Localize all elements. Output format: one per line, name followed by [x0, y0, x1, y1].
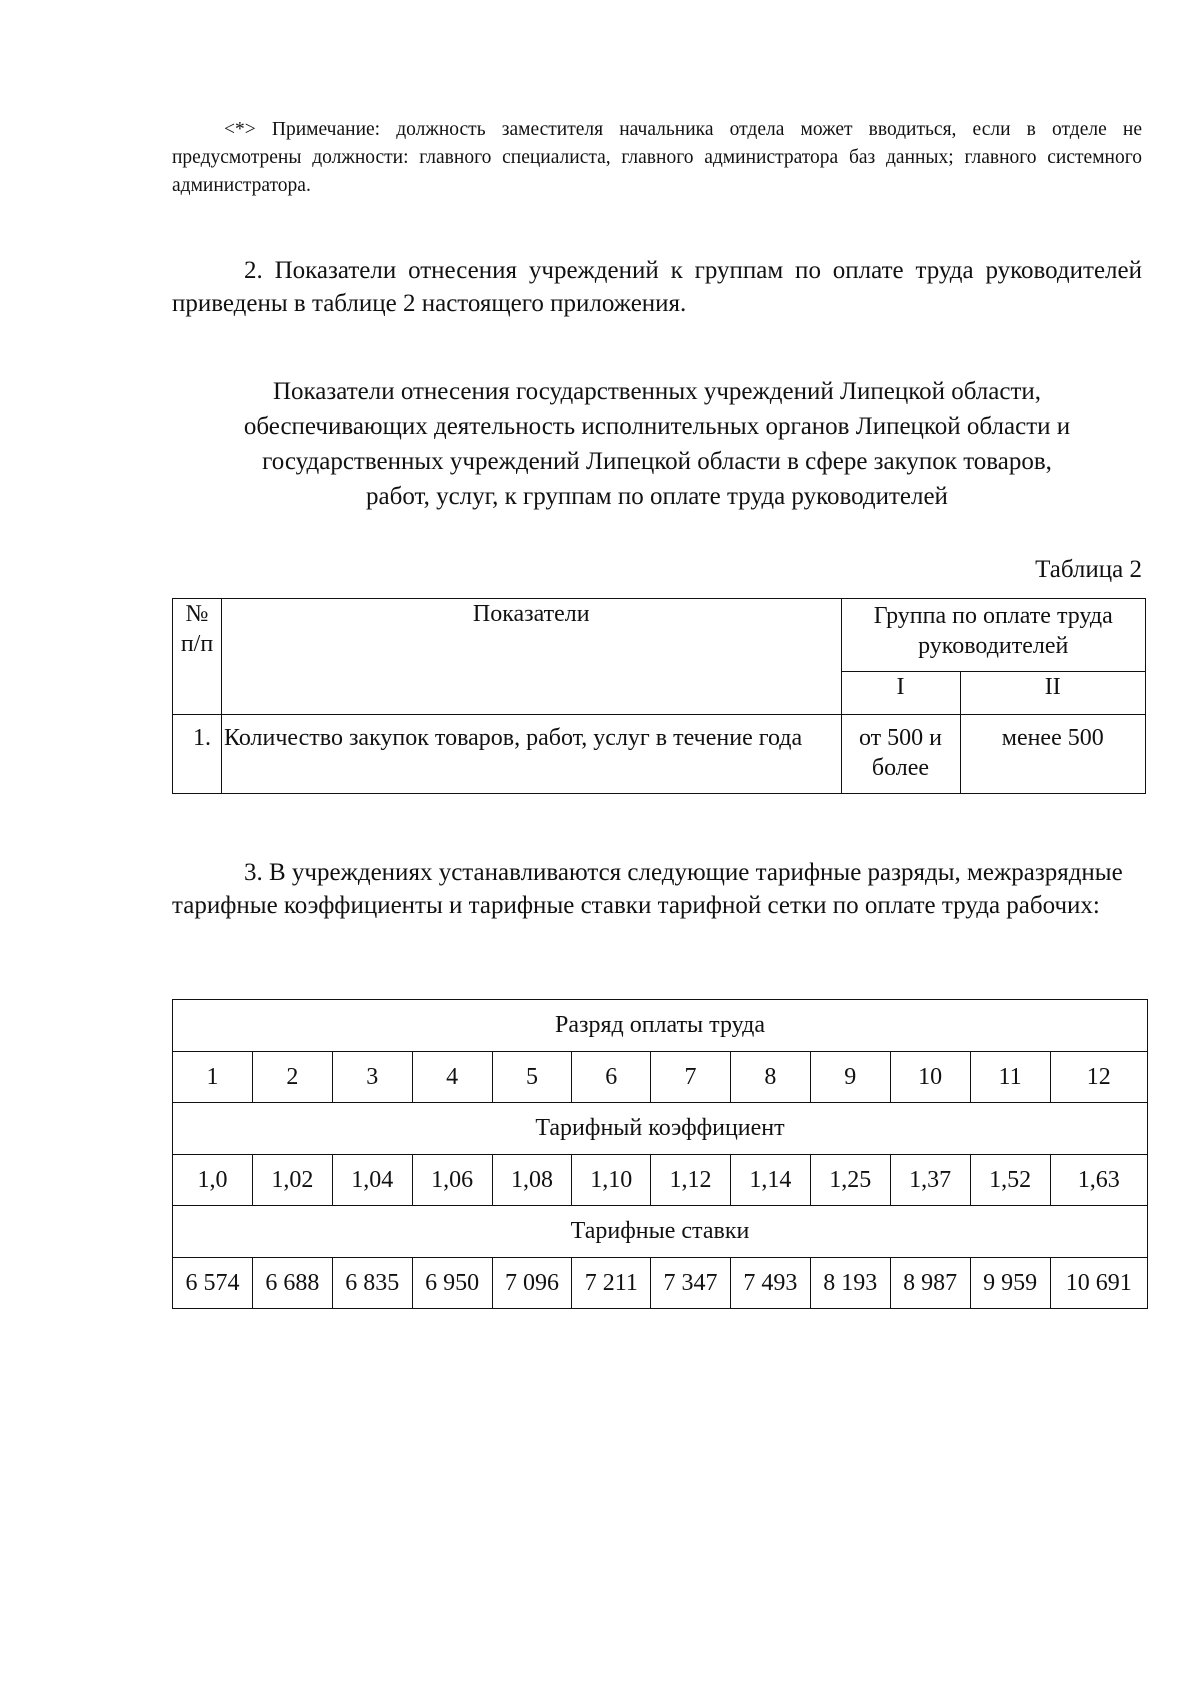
rate-cell: 8 987	[890, 1258, 970, 1309]
coefficient-cell: 1,02	[252, 1155, 332, 1206]
table-2	[172, 598, 1146, 794]
heading-line: обеспечивающих деятельность исполнительных органов Липецкой области и	[243, 413, 1071, 440]
rate-cell: 8 193	[810, 1258, 890, 1309]
grade-cell: 12	[1050, 1052, 1147, 1103]
grade-title: Разряд оплаты труда	[173, 1000, 1148, 1052]
grade-cell: 9	[810, 1052, 890, 1103]
row-group-II-value: менее 500	[960, 715, 1146, 794]
rate-cell: 7 211	[572, 1258, 651, 1309]
coefficient-cell: 1,14	[730, 1155, 810, 1206]
paragraph-3: 3. В учреждениях устанавливаются следующие тарифные разряды, межразрядные тарифные коэффициенты и тарифные ставки тарифной сетки по оплате труда рабочих:	[172, 859, 1123, 919]
grade-cell: 4	[412, 1052, 492, 1103]
heading-line: работ, услуг, к группам по оплате труда руководителей	[366, 483, 948, 510]
rate-cell: 6 950	[412, 1258, 492, 1309]
grade-cell: 5	[492, 1052, 572, 1103]
group-I-header: I	[841, 672, 960, 715]
rate-cell: 6 835	[332, 1258, 412, 1309]
grade-cell: 8	[730, 1052, 810, 1103]
rate-cell: 7 096	[492, 1258, 572, 1309]
coefficients-row	[173, 1155, 1148, 1206]
grade-cell: 6	[572, 1052, 651, 1103]
col-group-header: Группа по оплате труда руководителей	[841, 599, 1146, 672]
grade-cell: 3	[332, 1052, 412, 1103]
rate-cell: 10 691	[1050, 1258, 1147, 1309]
row-group-I-value: от 500 и более	[841, 715, 960, 794]
rate-cell: 7 347	[651, 1258, 731, 1309]
grade-cell: 1	[173, 1052, 253, 1103]
grade-cell: 11	[970, 1052, 1050, 1103]
grades-row	[173, 1052, 1148, 1103]
group-II-header: II	[960, 672, 1146, 715]
coefficient-cell: 1,06	[412, 1155, 492, 1206]
coefficient-cell: 1,52	[970, 1155, 1050, 1206]
table-heading	[172, 374, 1142, 514]
coefficient-cell: 1,0	[173, 1155, 253, 1206]
coefficient-cell: 1,37	[890, 1155, 970, 1206]
coefficient-cell: 1,08	[492, 1155, 572, 1206]
paragraph-2: 2. Показатели отнесения учреждений к группам по оплате труда руководителей приведены в таблице 2 настоящего приложения.	[172, 257, 1142, 317]
tariff-table	[172, 999, 1148, 1309]
footnote-text: <*> Примечание: должность заместителя начальника отдела может вводиться, если в отделе не предусмотрены должности: главного специалиста, главного администратора баз данных; главного системного администратора.	[172, 119, 1142, 196]
coefficient-cell: 1,04	[332, 1155, 412, 1206]
coefficient-cell: 1,63	[1050, 1155, 1147, 1206]
grade-cell: 7	[651, 1052, 731, 1103]
coefficient-cell: 1,10	[572, 1155, 651, 1206]
row-number: 1.	[173, 715, 222, 794]
col-number-header: № п/п	[173, 599, 222, 715]
coefficient-title: Тарифный коэффициент	[173, 1103, 1148, 1155]
coefficient-cell: 1,25	[810, 1155, 890, 1206]
table-2-label: Таблица 2	[1035, 556, 1142, 583]
coefficient-cell: 1,12	[651, 1155, 731, 1206]
row-indicator: Количество закупок товаров, работ, услуг в течение года	[222, 715, 842, 794]
rates-row	[173, 1258, 1148, 1309]
rate-cell: 6 574	[173, 1258, 253, 1309]
col-indicators-header: Показатели	[222, 599, 842, 715]
rate-cell: 9 959	[970, 1258, 1050, 1309]
heading-line: государственных учреждений Липецкой области в сфере закупок товаров,	[262, 448, 1052, 475]
rate-cell: 6 688	[252, 1258, 332, 1309]
rates-title: Тарифные ставки	[173, 1206, 1148, 1258]
rate-cell: 7 493	[730, 1258, 810, 1309]
grade-cell: 10	[890, 1052, 970, 1103]
table-row	[173, 715, 1146, 794]
grade-cell: 2	[252, 1052, 332, 1103]
heading-line: Показатели отнесения государственных учреждений Липецкой области,	[272, 378, 1042, 405]
